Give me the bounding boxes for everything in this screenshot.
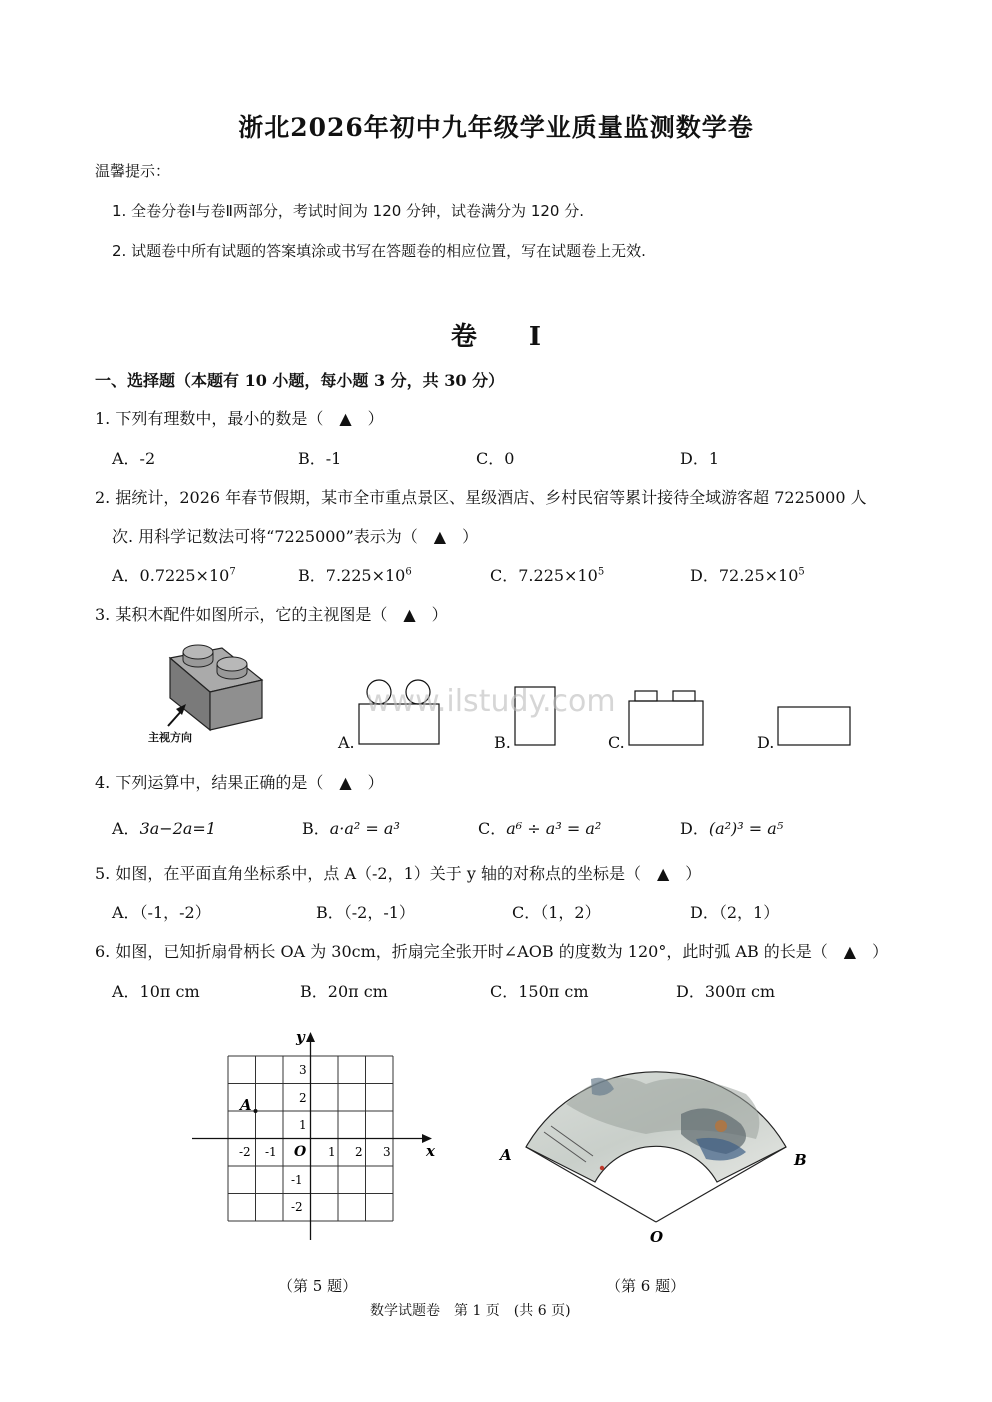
volume-heading: 卷 Ⅰ [450,322,542,352]
y-tick: -2 [291,1200,303,1214]
q3-option-c-figure [626,688,706,748]
view-direction-label: 主视方向 [148,731,192,744]
q2-option-a: A．$0.7225\times 10^7$ [112,566,236,585]
q5-option-a: A．（-1，-2） [112,903,211,922]
coordinate-grid-figure [186,1026,446,1250]
q2-option-d: D．$72.25\times 10^5$ [690,566,805,585]
x-tick-labels [239,1145,391,1159]
origin-label: O [294,1144,307,1160]
q5-option-b: B．（-2，-1） [316,903,415,922]
q3-option-d-label: D. [757,733,775,752]
x-tick: -1 [265,1145,277,1159]
figure-6-caption: （第 6 题） [606,1277,686,1295]
x-tick: 3 [383,1145,391,1159]
q1-option-d: D．1 [680,449,720,468]
y-tick: 2 [299,1091,307,1105]
point-a-label: A [500,1146,512,1164]
y-tick: 1 [299,1118,307,1132]
y-axis-arrow [306,1032,315,1042]
q3-option-d-figure [775,704,853,748]
q1-option-c: C．0 [476,449,515,468]
tips-heading: 温馨提示： [95,162,171,180]
question-2-stem-line2: 次. 用科学记数法可将“7225000”表示为（ ▲ ） [112,527,479,546]
q5-option-c: C．（1，2） [512,903,601,922]
q4-option-b: B．a·a² = a³ [302,819,400,838]
point-a [254,1109,258,1113]
page-title: 浙北2026年初中九年级学业质量监测数学卷 [238,113,754,142]
x-axis-label: x [426,1142,435,1160]
q3-option-a-label: A. [338,733,355,752]
point-a-label: A [240,1096,252,1114]
q1-option-b: B．-1 [298,449,342,468]
question-3-stem: 3. 某积木配件如图所示，它的主视图是（ ▲ ） [95,605,448,624]
q4-option-c: C．a⁶ ÷ a³ = a² [478,819,602,838]
x-tick: 2 [355,1145,363,1159]
y-tick: -1 [291,1173,303,1187]
x-tick: 1 [328,1145,336,1159]
q1-option-a: A．-2 [112,449,156,468]
page-footer: 数学试题卷 第 1 页 (共 6 页) [370,1303,571,1319]
q2-option-c: C．$7.225\times 10^5$ [490,566,605,585]
q6-option-c: C．150π cm [490,982,589,1001]
question-1-stem: 1. 下列有理数中，最小的数是（ ▲ ） [95,409,384,428]
q6-option-a: A．10π cm [112,982,200,1001]
figure-5-caption: （第 5 题） [278,1277,358,1295]
folding-fan-figure [496,1044,816,1254]
q6-option-d: D．300π cm [676,982,776,1001]
q3-option-c-label: C. [608,733,625,752]
section-heading: 一、选择题（本题有 10 小题，每小题 3 分，共 30 分） [95,371,505,390]
question-2-stem-line1: 2. 据统计，2026 年春节假期，某市全市重点景区、星级酒店、乡村民宿等累计接待全域游客超 7225000 人 [95,488,867,507]
x-tick: -2 [239,1145,251,1159]
y-tick: 3 [299,1063,307,1077]
tip-item-2: 2. 试题卷中所有试题的答案填涂或书写在答题卷的相应位置，写在试题卷上无效. [112,242,646,260]
tip-item-1: 1. 全卷分卷Ⅰ与卷Ⅱ两部分，考试时间为 120 分钟，试卷满分为 120 分. [112,202,584,220]
point-b-label: B [794,1151,807,1169]
question-4-stem: 4. 下列运算中，结果正确的是（ ▲ ） [95,773,384,792]
watermark: www.ilstudy.com [366,684,616,719]
q6-option-b: B．20π cm [300,982,388,1001]
question-5-stem: 5. 如图，在平面直角坐标系中，点 A（-2，1）关于 y 轴的对称点的坐标是（ ▲ ） [95,864,702,883]
y-axis-label: y [296,1028,305,1046]
q3-option-b-label: B. [494,733,511,752]
point-o-label: O [650,1228,664,1246]
q4-option-d: D．(a²)³ = a⁵ [680,819,784,838]
q4-option-a: A．3a−2a=1 [112,819,216,838]
q2-option-b: B．$7.225\times 10^6$ [298,566,412,585]
question-6-stem: 6. 如图，已知折扇骨柄长 OA 为 30cm，折扇完全张开时∠AOB 的度数为 120°，此时弧 AB 的长是（ ▲ ） [95,942,889,961]
q5-option-d: D．（2，1） [690,903,780,922]
